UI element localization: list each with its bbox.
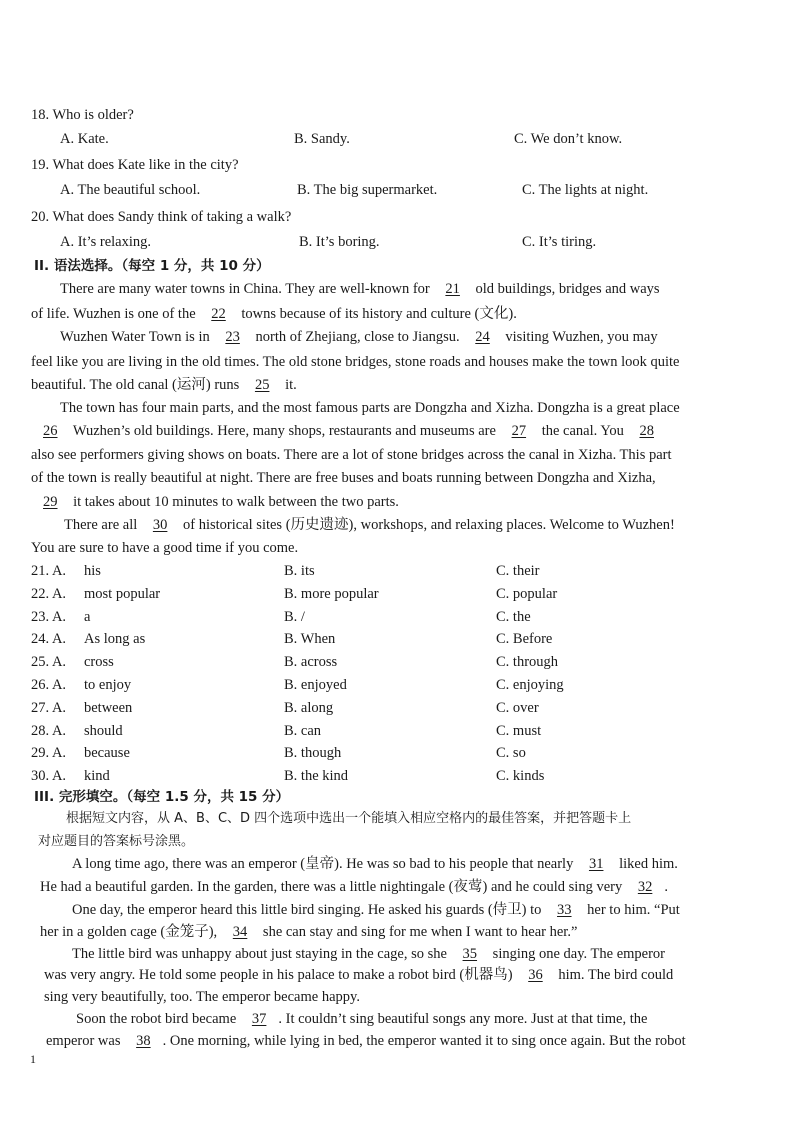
text: it takes about 10 minutes to walk between the two parts. xyxy=(73,494,399,510)
cloze-line xyxy=(44,966,673,984)
option-a: most popular xyxy=(84,586,161,602)
passage-line: feel like you are living in the old times. The old stone bridges, stone roads and houses make the town look quite xyxy=(31,354,680,370)
blank-27: 27 xyxy=(511,423,527,439)
passage-line: The town has four main parts, and the most famous parts are Dongzha and Xizha. Dongzha is a great place xyxy=(60,400,680,416)
q18-option-a: A. Kate. xyxy=(60,131,109,147)
q19-option-b: B. The big supermarket. xyxy=(297,182,438,198)
text: the canal. You xyxy=(541,423,624,439)
option-a: kind xyxy=(84,768,110,784)
option-c: C. popular xyxy=(496,586,558,602)
text: him. The bird could xyxy=(558,967,674,983)
option-b: B. more popular xyxy=(284,586,379,602)
option-number: 27. A. xyxy=(31,700,67,716)
q19-option-a: A. The beautiful school. xyxy=(60,182,201,198)
option-a: should xyxy=(84,723,123,739)
blank-30: 30 xyxy=(152,517,168,533)
blank-34: 34 xyxy=(232,924,248,940)
q18-option-c: C. We don’t know. xyxy=(514,131,623,147)
blank-29: 29 xyxy=(43,494,58,510)
blank-23: 23 xyxy=(225,329,240,345)
page-number: 1 xyxy=(30,1052,36,1066)
text: . It couldn’t sing beautiful songs any more. Just at that time, the xyxy=(278,1011,648,1027)
blank-33: 33 xyxy=(557,902,572,918)
text: There are many water towns in China. They are well-known for xyxy=(60,281,430,297)
passage-line xyxy=(31,305,517,323)
q19-option-c: C. The lights at night. xyxy=(522,182,649,198)
option-c: C. enjoying xyxy=(496,677,564,693)
option-number: 26. A. xyxy=(31,677,67,693)
question-20-stem: 20. What does Sandy think of taking a walk? xyxy=(31,209,292,225)
text: she can stay and sing for me when I want to hear her.” xyxy=(262,924,578,940)
option-c: C. Before xyxy=(496,631,553,647)
passage-line: You are sure to have a good time if you come. xyxy=(31,540,299,556)
option-c: C. the xyxy=(496,609,531,625)
blank-24: 24 xyxy=(475,329,490,345)
text: . One morning, while lying in bed, the emperor wanted it to sing once again. But the robot xyxy=(162,1033,686,1049)
cloze-line xyxy=(40,923,577,941)
option-a: his xyxy=(84,563,101,579)
blank-35: 35 xyxy=(462,946,478,962)
passage-line xyxy=(31,376,297,394)
blank-25: 25 xyxy=(254,377,270,393)
option-number: 29. A. xyxy=(31,745,67,761)
cloze-line xyxy=(72,901,680,919)
option-c: C. must xyxy=(496,723,542,739)
question-19-stem: 19. What does Kate like in the city? xyxy=(31,157,239,173)
option-b: B. though xyxy=(284,745,342,761)
cloze-line xyxy=(76,1010,647,1028)
text: of historical sites (历史遗迹), workshops, and relaxing places. Welcome to Wuzhen! xyxy=(183,517,675,533)
q18-option-b: B. Sandy. xyxy=(294,131,350,147)
text: towns because of its history and culture (文化). xyxy=(241,306,517,322)
text: it. xyxy=(285,377,297,393)
option-number: 24. A. xyxy=(31,631,67,647)
option-b: B. can xyxy=(284,723,322,739)
text: The little bird was unhappy about just staying in the cage, so she xyxy=(72,946,447,962)
blank-32: 32 xyxy=(637,879,653,895)
cloze-line xyxy=(46,1032,686,1050)
option-number: 28. A. xyxy=(31,723,67,739)
text: liked him. xyxy=(619,856,678,872)
passage-line: also see performers giving shows on boats. There are a lot of stone bridges across the canal in Xizha. This part xyxy=(31,447,672,463)
blank-38: 38 xyxy=(136,1033,151,1049)
blank-21: 21 xyxy=(445,281,460,297)
passage-line xyxy=(60,280,660,298)
option-number: 25. A. xyxy=(31,654,67,670)
text: . xyxy=(664,879,668,895)
option-c: C. so xyxy=(496,745,526,761)
option-a: a xyxy=(84,609,91,625)
instruction-line: 根据短文内容，从 A、B、C、D 四个选项中选出一个能填入相应空格内的最佳答案，并把答题卡上 xyxy=(66,811,632,826)
text: old buildings, bridges and ways xyxy=(475,281,660,297)
q20-option-c: C. It’s tiring. xyxy=(522,234,597,250)
passage-line xyxy=(64,516,675,534)
option-b: B. When xyxy=(284,631,336,647)
blank-31: 31 xyxy=(588,856,604,872)
option-b: B. / xyxy=(284,609,305,625)
option-b: B. enjoyed xyxy=(284,677,347,693)
option-number: 30. A. xyxy=(31,768,67,784)
text: beautiful. The old canal (运河) runs xyxy=(31,377,240,393)
text: her in a golden cage (金笼子), xyxy=(40,924,218,940)
option-c: C. through xyxy=(496,654,559,670)
text: singing one day. The emperor xyxy=(492,946,666,962)
text: north of Zhejiang, close to Jiangsu. xyxy=(255,329,460,345)
text: her to him. “Put xyxy=(587,902,680,918)
option-c: C. over xyxy=(496,700,539,716)
cloze-line xyxy=(40,878,668,896)
blank-36: 36 xyxy=(528,967,543,983)
cloze-line xyxy=(72,945,665,963)
blank-28: 28 xyxy=(639,423,654,439)
text: of life. Wuzhen is one of the xyxy=(31,306,196,322)
passage-line: of the town is really beautiful at night. There are free buses and boats running between Dongzha and Xizha, xyxy=(31,470,656,486)
text: Soon the robot bird became xyxy=(76,1011,237,1027)
text: emperor was xyxy=(46,1033,121,1049)
option-b: B. the kind xyxy=(284,768,349,784)
cloze-line xyxy=(72,855,678,873)
option-a: between xyxy=(84,700,133,716)
passage-line xyxy=(31,493,399,511)
option-c: C. kinds xyxy=(496,768,545,784)
text: visiting Wuzhen, you may xyxy=(505,329,658,345)
question-18-stem: 18. Who is older? xyxy=(31,107,134,123)
blank-22: 22 xyxy=(211,306,226,322)
section-2-heading: II. 语法选择。（每空 1 分，共 10 分） xyxy=(34,258,270,274)
q20-option-b: B. It’s boring. xyxy=(299,234,380,250)
option-a: because xyxy=(84,745,130,761)
passage-line xyxy=(31,422,666,440)
cloze-line: sing very beautifully, too. The emperor became happy. xyxy=(44,989,360,1005)
q20-option-a: A. It’s relaxing. xyxy=(60,234,152,250)
option-number: 21. A. xyxy=(31,563,67,579)
option-a: cross xyxy=(84,654,114,670)
option-a: As long as xyxy=(84,631,146,647)
instruction-line: 对应题目的答案标号涂黑。 xyxy=(38,834,195,849)
option-b: B. along xyxy=(284,700,334,716)
text: He had a beautiful garden. In the garden, there was a little nightingale (夜莺) and he could sing very xyxy=(40,879,623,895)
option-a: to enjoy xyxy=(84,677,132,693)
passage-line xyxy=(60,328,658,346)
option-b: B. its xyxy=(284,563,315,579)
text: A long time ago, there was an emperor (皇帝). He was so bad to his people that nearly xyxy=(72,856,574,872)
option-number: 22. A. xyxy=(31,586,67,602)
text: Wuzhen’s old buildings. Here, many shops, restaurants and museums are xyxy=(72,423,496,439)
option-c: C. their xyxy=(496,563,540,579)
text: was very angry. He told some people in his palace to make a robot bird (机器鸟) xyxy=(44,967,513,983)
text: There are all xyxy=(64,517,138,533)
option-b: B. across xyxy=(284,654,338,670)
text: One day, the emperor heard this little bird singing. He asked his guards (侍卫) to xyxy=(72,902,542,918)
option-number: 23. A. xyxy=(31,609,67,625)
blank-37: 37 xyxy=(251,1011,267,1027)
section-3-heading: III. 完形填空。（每空 1.5 分，共 15 分） xyxy=(34,789,290,805)
text: Wuzhen Water Town is in xyxy=(60,329,210,345)
blank-26: 26 xyxy=(43,423,58,439)
